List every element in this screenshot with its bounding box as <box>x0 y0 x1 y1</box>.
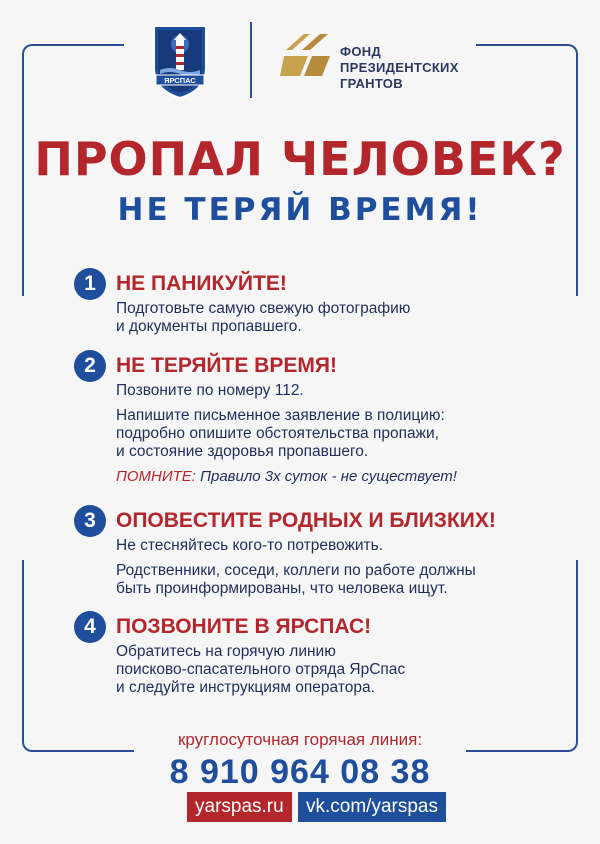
headline: ПРОПАЛ ЧЕЛОВЕК? <box>34 132 566 186</box>
text-line: подробно опишите обстоятельства пропажи, <box>116 425 439 442</box>
fund-logo-text <box>340 44 459 92</box>
step-number: 1 <box>74 268 106 300</box>
step-body <box>116 537 546 605</box>
logo-divider <box>250 22 252 98</box>
logo-header <box>0 0 600 110</box>
text-line: Родственники, соседи, коллеги по работе должны <box>116 562 476 579</box>
step-paragraph <box>116 300 546 336</box>
yarspas-logo <box>148 20 212 100</box>
step-body <box>116 300 546 343</box>
step-paragraph <box>116 382 546 400</box>
step-number: 4 <box>74 611 106 643</box>
text-line: Позвоните по номеру 112. <box>116 382 304 399</box>
yarspas-logo-text: ЯРСПАС <box>164 76 196 85</box>
text-line: и документы пропавшего. <box>116 318 302 335</box>
reminder-label: ПОМНИТЕ: <box>116 468 196 485</box>
text-line: Обратитесь на горячую линию <box>116 643 336 660</box>
website-link[interactable]: yarspas.ru <box>187 792 292 822</box>
text-line: и состояние здоровья пропавшего. <box>116 443 369 460</box>
step-paragraph <box>116 537 546 555</box>
step-title: ПОЗВОНИТЕ В ЯРСПАС! <box>116 615 372 638</box>
text-line: Напишите письменное заявление в полицию: <box>116 407 445 424</box>
step-paragraph <box>116 643 546 697</box>
vk-link[interactable]: vk.com/yarspas <box>298 792 446 822</box>
fund-logo-icon <box>280 30 330 80</box>
step-paragraph <box>116 562 546 598</box>
fund-line-3: ГРАНТОВ <box>340 76 403 91</box>
subheadline: НЕ ТЕРЯЙ ВРЕМЯ! <box>117 192 483 228</box>
hotline-phone[interactable]: 8 910 964 08 38 <box>169 753 431 791</box>
text-line: поисково-спасательного отряда ЯрСпас <box>116 661 406 678</box>
text-line: Подготовьте самую свежую фотографию <box>116 300 411 317</box>
reminder-text: Правило 3х суток - не существует! <box>195 468 457 485</box>
reminder-note <box>116 468 546 486</box>
step-body <box>116 643 546 704</box>
text-line: Не стесняйтесь кого-то потревожить. <box>116 537 384 554</box>
fund-line-2: ПРЕЗИДЕНТСКИХ <box>340 60 459 75</box>
step-paragraph <box>116 407 546 461</box>
step-title: НЕ ТЕРЯЙТЕ ВРЕМЯ! <box>116 354 337 377</box>
step-title: НЕ ПАНИКУЙТЕ! <box>116 272 287 295</box>
text-line: быть проинформированы, что человека ищут. <box>116 580 448 597</box>
hotline-label: круглосуточная горячая линия: <box>177 730 423 749</box>
step-title: ОПОВЕСТИТЕ РОДНЫХ И БЛИЗКИХ! <box>116 509 496 532</box>
step-number: 3 <box>74 505 106 537</box>
fund-line-1: ФОНД <box>340 44 382 59</box>
text-line: и следуйте инструкциям оператора. <box>116 679 375 696</box>
step-body <box>116 382 546 486</box>
step-number: 2 <box>74 350 106 382</box>
